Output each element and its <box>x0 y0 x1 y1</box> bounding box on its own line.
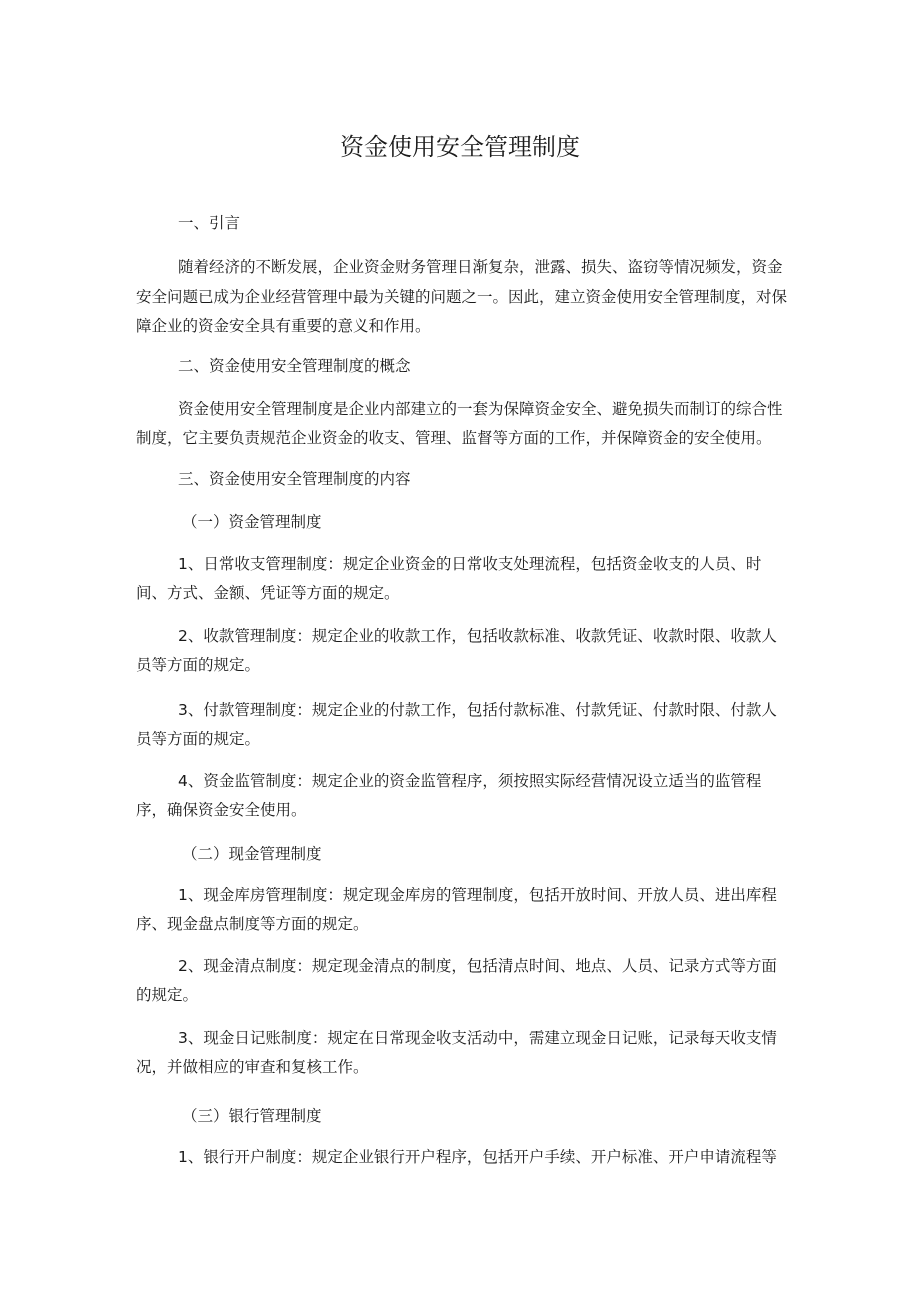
list-item-line: 1、银行开户制度：规定企业银行开户程序，包括开户手续、开户标准、开户申请流程等 <box>178 1148 777 1166</box>
list-item-line: 况，并做相应的审查和复核工作。 <box>136 1058 369 1076</box>
list-item-line: 员等方面的规定。 <box>136 656 261 674</box>
list-item-line: 序，确保资金安全使用。 <box>136 801 307 819</box>
list-item-line: 2、现金清点制度：规定现金清点的制度，包括清点时间、地点、人员、记录方式等方面 <box>178 957 777 975</box>
paragraph-line: 随着经济的不断发展，企业资金财务管理日渐复杂，泄露、损失、盗窃等情况频发，资金 <box>178 258 783 276</box>
paragraph-line: 障企业的资金安全具有重要的意义和作用。 <box>136 317 431 335</box>
list-item-line: 序、现金盘点制度等方面的规定。 <box>136 915 369 933</box>
list-item-line: 1、现金库房管理制度：规定现金库房的管理制度，包括开放时间、开放人员、进出库程 <box>178 886 777 904</box>
subsection-heading-cash: （二）现金管理制度 <box>182 845 322 863</box>
section-heading-content: 三、资金使用安全管理制度的内容 <box>178 470 411 488</box>
document-title: 资金使用安全管理制度 <box>340 133 580 161</box>
paragraph-line: 资金使用安全管理制度是企业内部建立的一套为保障资金安全、避免损失而制订的综合性 <box>178 400 783 418</box>
subsection-heading-bank: （三）银行管理制度 <box>182 1107 322 1125</box>
list-item-line: 间、方式、金额、凭证等方面的规定。 <box>136 584 400 602</box>
list-item-line: 4、资金监管制度：规定企业的资金监管程序，须按照实际经营情况设立适当的监管程 <box>178 772 762 790</box>
list-item-line: 2、收款管理制度：规定企业的收款工作，包括收款标准、收款凭证、收款时限、收款人 <box>178 627 777 645</box>
list-item-line: 3、付款管理制度：规定企业的付款工作，包括付款标准、付款凭证、付款时限、付款人 <box>178 701 777 719</box>
list-item-line: 的规定。 <box>136 986 199 1004</box>
paragraph-line: 制度，它主要负责规范企业资金的收支、管理、监督等方面的工作，并保障资金的安全使用。 <box>136 429 772 447</box>
list-item-line: 3、现金日记账制度：规定在日常现金收支活动中，需建立现金日记账，记录每天收支情 <box>178 1029 777 1047</box>
paragraph-line: 安全问题已成为企业经营管理中最为关键的问题之一。因此，建立资金使用安全管理制度，对保 <box>136 288 788 306</box>
list-item-line: 1、日常收支管理制度：规定企业资金的日常收支处理流程，包括资金收支的人员、时 <box>178 555 762 573</box>
list-item-line: 员等方面的规定。 <box>136 730 261 748</box>
section-heading-concept: 二、资金使用安全管理制度的概念 <box>178 357 411 375</box>
subsection-heading-fund: （一）资金管理制度 <box>182 513 322 531</box>
section-heading-intro: 一、引言 <box>178 214 241 232</box>
